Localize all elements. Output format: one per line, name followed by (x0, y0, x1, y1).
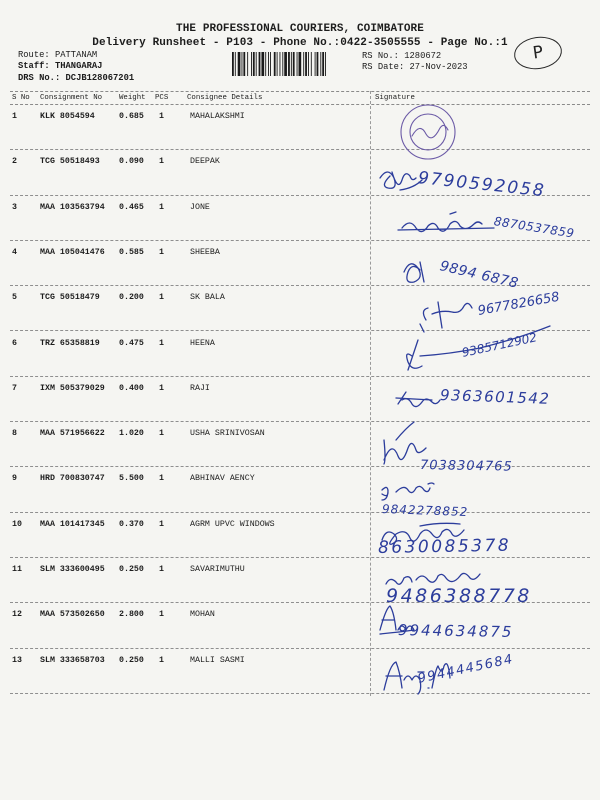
barcode-bar (293, 52, 295, 76)
barcode-bar (261, 52, 264, 76)
page-mark-circle: P (512, 34, 564, 72)
serial-number-cell: 12 (12, 610, 22, 620)
runsheet-subtitle: Delivery Runsheet - P103 - Phone No.:0422-3505555 - Page No.:1 (92, 37, 508, 49)
weight-cell: 0.400 (119, 383, 144, 393)
pieces-cell: 1 (159, 429, 164, 439)
handwritten-phone-number: 8870537859 (492, 214, 576, 241)
rs-date: RS Date: 27-Nov-2023 (362, 62, 468, 72)
barcode-bar (303, 52, 304, 76)
consignee-cell: RAJI (190, 383, 210, 393)
pieces-cell: 1 (159, 519, 164, 529)
consignee-cell: MALLI SASMI (190, 655, 245, 665)
handwritten-phone-number: 9842278852 (381, 502, 469, 520)
table-row (0, 105, 600, 150)
consignee-cell: MAHALAKSHMI (190, 112, 245, 121)
consignee-cell: MOHAN (190, 610, 215, 620)
weight-cell: 0.250 (119, 655, 144, 665)
weight-cell: 1.020 (119, 429, 144, 439)
consignee-cell: ABHINAV AENCY (190, 474, 255, 484)
column-header-sno: S No (12, 94, 30, 102)
barcode-bar (243, 52, 245, 76)
consignment-number-cell: TCG 50518493 (40, 157, 100, 167)
serial-number-cell: 3 (12, 202, 17, 212)
serial-number-cell: 6 (12, 338, 17, 348)
barcode-bar (299, 52, 302, 76)
barcode-bar (265, 52, 266, 76)
barcode-bar (232, 52, 234, 76)
weight-cell: 0.370 (119, 519, 144, 529)
barcode-bar (251, 52, 252, 76)
serial-number-cell: 7 (12, 383, 17, 393)
weight-cell: 0.200 (119, 293, 144, 303)
handwritten-phone-number: 7038304765 (419, 458, 513, 475)
weight-cell: 0.465 (119, 202, 144, 212)
handwritten-phone-number: 9944445684 (416, 651, 516, 687)
consignment-number-cell: MAA 105041476 (40, 247, 105, 257)
consignment-number-cell: MAA 103563794 (40, 202, 105, 212)
barcode-bar (297, 52, 298, 76)
consignment-number-cell: MAA 571956622 (40, 429, 105, 439)
barcode-bar (282, 52, 283, 76)
serial-number-cell: 13 (12, 655, 22, 665)
consignment-number-cell: TRZ 65358819 (40, 338, 100, 348)
serial-number-cell: 1 (12, 112, 17, 121)
consignee-cell: SK BALA (190, 293, 225, 303)
table-top-rule (10, 91, 590, 92)
serial-number-cell: 2 (12, 157, 17, 167)
column-header-weight: Weight (119, 94, 146, 102)
barcode-bar (291, 52, 292, 76)
consignment-number-cell: HRD 700830747 (40, 474, 105, 484)
consignment-number-cell: TCG 50518479 (40, 293, 100, 303)
serial-number-cell: 11 (12, 565, 22, 574)
consignee-cell: AGRM UPVC WINDOWS (190, 519, 275, 529)
weight-cell: 5.500 (119, 474, 144, 484)
consignee-cell: JONE (190, 202, 210, 212)
pieces-cell: 1 (159, 565, 164, 574)
route-label: Route: PATTANAM (18, 50, 98, 60)
pieces-cell: 1 (159, 610, 164, 620)
barcode-bar (311, 52, 312, 76)
consignment-number-cell: IXM 505379029 (40, 383, 105, 393)
barcode-bar (288, 52, 290, 76)
serial-number-cell: 10 (12, 519, 22, 529)
serial-number-cell: 5 (12, 293, 17, 303)
barcode-bar (238, 52, 241, 76)
barcode-bar (315, 52, 316, 76)
pieces-cell: 1 (159, 338, 164, 348)
pieces-cell: 1 (159, 112, 164, 121)
barcode-bar (277, 52, 278, 76)
consignee-cell: DEEPAK (190, 157, 220, 167)
pieces-cell: 1 (159, 247, 164, 257)
consignee-cell: SAVARIMUTHU (190, 565, 245, 574)
consignment-number-cell: KLK 8054594 (40, 112, 95, 121)
drs-number: DRS No.: DCJB128067201 (18, 73, 135, 83)
serial-number-cell: 9 (12, 474, 17, 484)
barcode-bar (280, 52, 281, 76)
barcode-bar (320, 52, 321, 76)
column-header-consignee: Consignee Details (187, 94, 263, 102)
handwritten-phone-number: 9677826658 (476, 289, 561, 319)
consignment-number-cell: MAA 101417345 (40, 519, 105, 529)
barcode-bar (256, 52, 257, 76)
barcode-bar (308, 52, 309, 76)
weight-cell: 0.585 (119, 247, 144, 257)
pieces-cell: 1 (159, 293, 164, 303)
handwritten-phone-number: 9486388778 (386, 585, 532, 607)
barcode-bar (325, 52, 326, 76)
consignment-number-cell: MAA 573502650 (40, 610, 105, 620)
handwritten-phone-number: 9363601542 (439, 386, 551, 408)
company-title: THE PROFESSIONAL COURIERS, COIMBATORE (176, 23, 424, 35)
barcode-bar (317, 52, 319, 76)
serial-number-cell: 4 (12, 247, 17, 257)
pieces-cell: 1 (159, 474, 164, 484)
handwritten-phone-number: 9944634875 (397, 621, 514, 642)
pieces-cell: 1 (159, 383, 164, 393)
barcode-bar (247, 52, 248, 76)
barcode-bar (235, 52, 236, 76)
staff-label: Staff: THANGARAJ (18, 61, 103, 71)
weight-cell: 2.800 (119, 610, 144, 620)
consignment-number-cell: SLM 333600495 (40, 565, 105, 574)
weight-cell: 0.475 (119, 338, 144, 348)
barcode (232, 52, 356, 76)
barcode-bar (270, 52, 271, 76)
weight-cell: 0.090 (119, 157, 144, 167)
pieces-cell: 1 (159, 655, 164, 665)
handwritten-phone-number: 9894 6878 (438, 258, 520, 292)
barcode-bar (274, 52, 276, 76)
barcode-bar (305, 52, 307, 76)
handwritten-phone-number: 8630085378 (377, 535, 512, 558)
serial-number-cell: 8 (12, 429, 17, 439)
barcode-bar (322, 52, 324, 76)
consignment-number-cell: SLM 333658703 (40, 655, 105, 665)
weight-cell: 0.685 (119, 112, 144, 121)
rs-number: RS No.: 1280672 (362, 51, 442, 61)
barcode-bar (253, 52, 255, 76)
consignee-cell: USHA SRINIVOSAN (190, 429, 265, 439)
barcode-bar (268, 52, 269, 76)
weight-cell: 0.250 (119, 565, 144, 574)
handwritten-phone-number: 9385712902 (460, 330, 539, 360)
barcode-bar (242, 52, 243, 76)
column-header-pcs: PCS (155, 94, 169, 102)
consignee-cell: SHEEBA (190, 247, 220, 257)
barcode-bar (259, 52, 261, 76)
pieces-cell: 1 (159, 202, 164, 212)
barcode-bar (284, 52, 287, 76)
pieces-cell: 1 (159, 157, 164, 167)
handwritten-phone-number: 9790592058 (416, 168, 547, 202)
column-header-signature: Signature (375, 94, 415, 102)
consignee-cell: HEENA (190, 338, 215, 348)
column-header-consignment: Consignment No (40, 94, 103, 102)
